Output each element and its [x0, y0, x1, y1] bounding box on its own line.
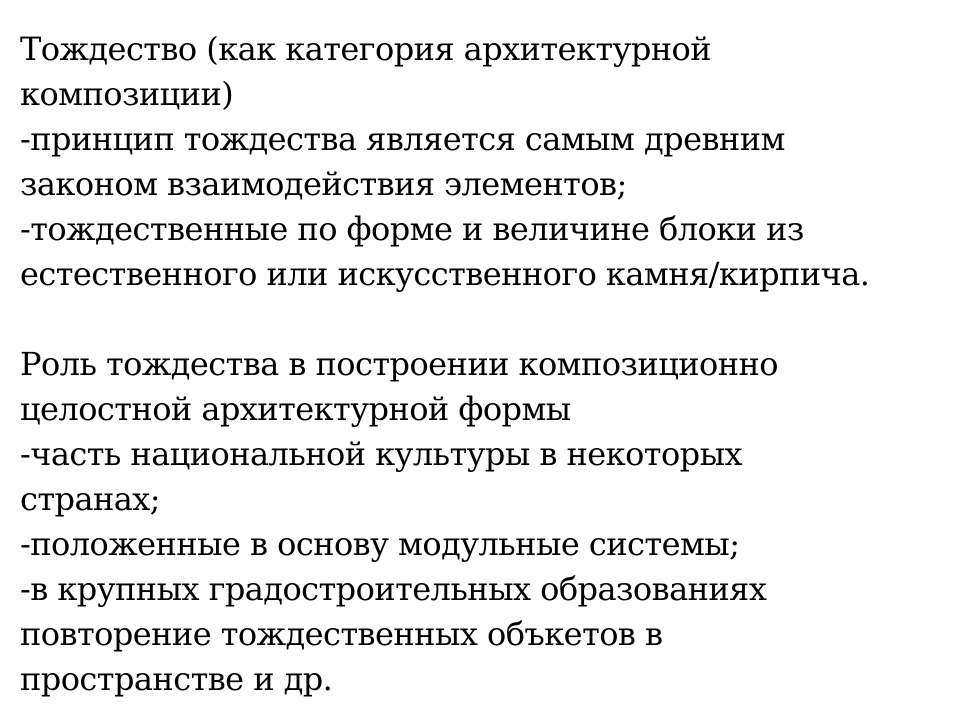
section-role-line: -часть национальной культуры в некоторых: [20, 435, 743, 473]
section-role-line: -в крупных градостроительных образованиях: [20, 570, 767, 608]
section-identity-line: естественного или искусственного камня/кирпича.: [20, 255, 870, 293]
section-role-line: Роль тождества в построении композиционно: [20, 345, 778, 383]
section-role-line: повторение тождественных объкетов в: [20, 615, 663, 653]
section-identity-line: Тождество (как категория архитектурной: [20, 30, 712, 68]
paragraph-gap: [20, 297, 950, 342]
section-role-line: пространстве и др.: [20, 660, 333, 698]
section-identity-line: -принцип тождества является самым древним: [20, 120, 785, 158]
section-role-line: целостной архитектурной формы: [20, 390, 571, 428]
section-identity: [20, 27, 950, 297]
section-identity-line: законом взаимодействия элементов;: [20, 165, 627, 203]
section-identity-line: -тождественные по форме и величине блоки из: [20, 210, 804, 248]
section-role-line: странах;: [20, 480, 161, 518]
section-role-line: -положенные в основу модульные системы;: [20, 525, 740, 563]
section-role: [20, 342, 950, 702]
section-identity-line: композиции): [20, 75, 234, 113]
slide-text-body: [20, 27, 950, 702]
